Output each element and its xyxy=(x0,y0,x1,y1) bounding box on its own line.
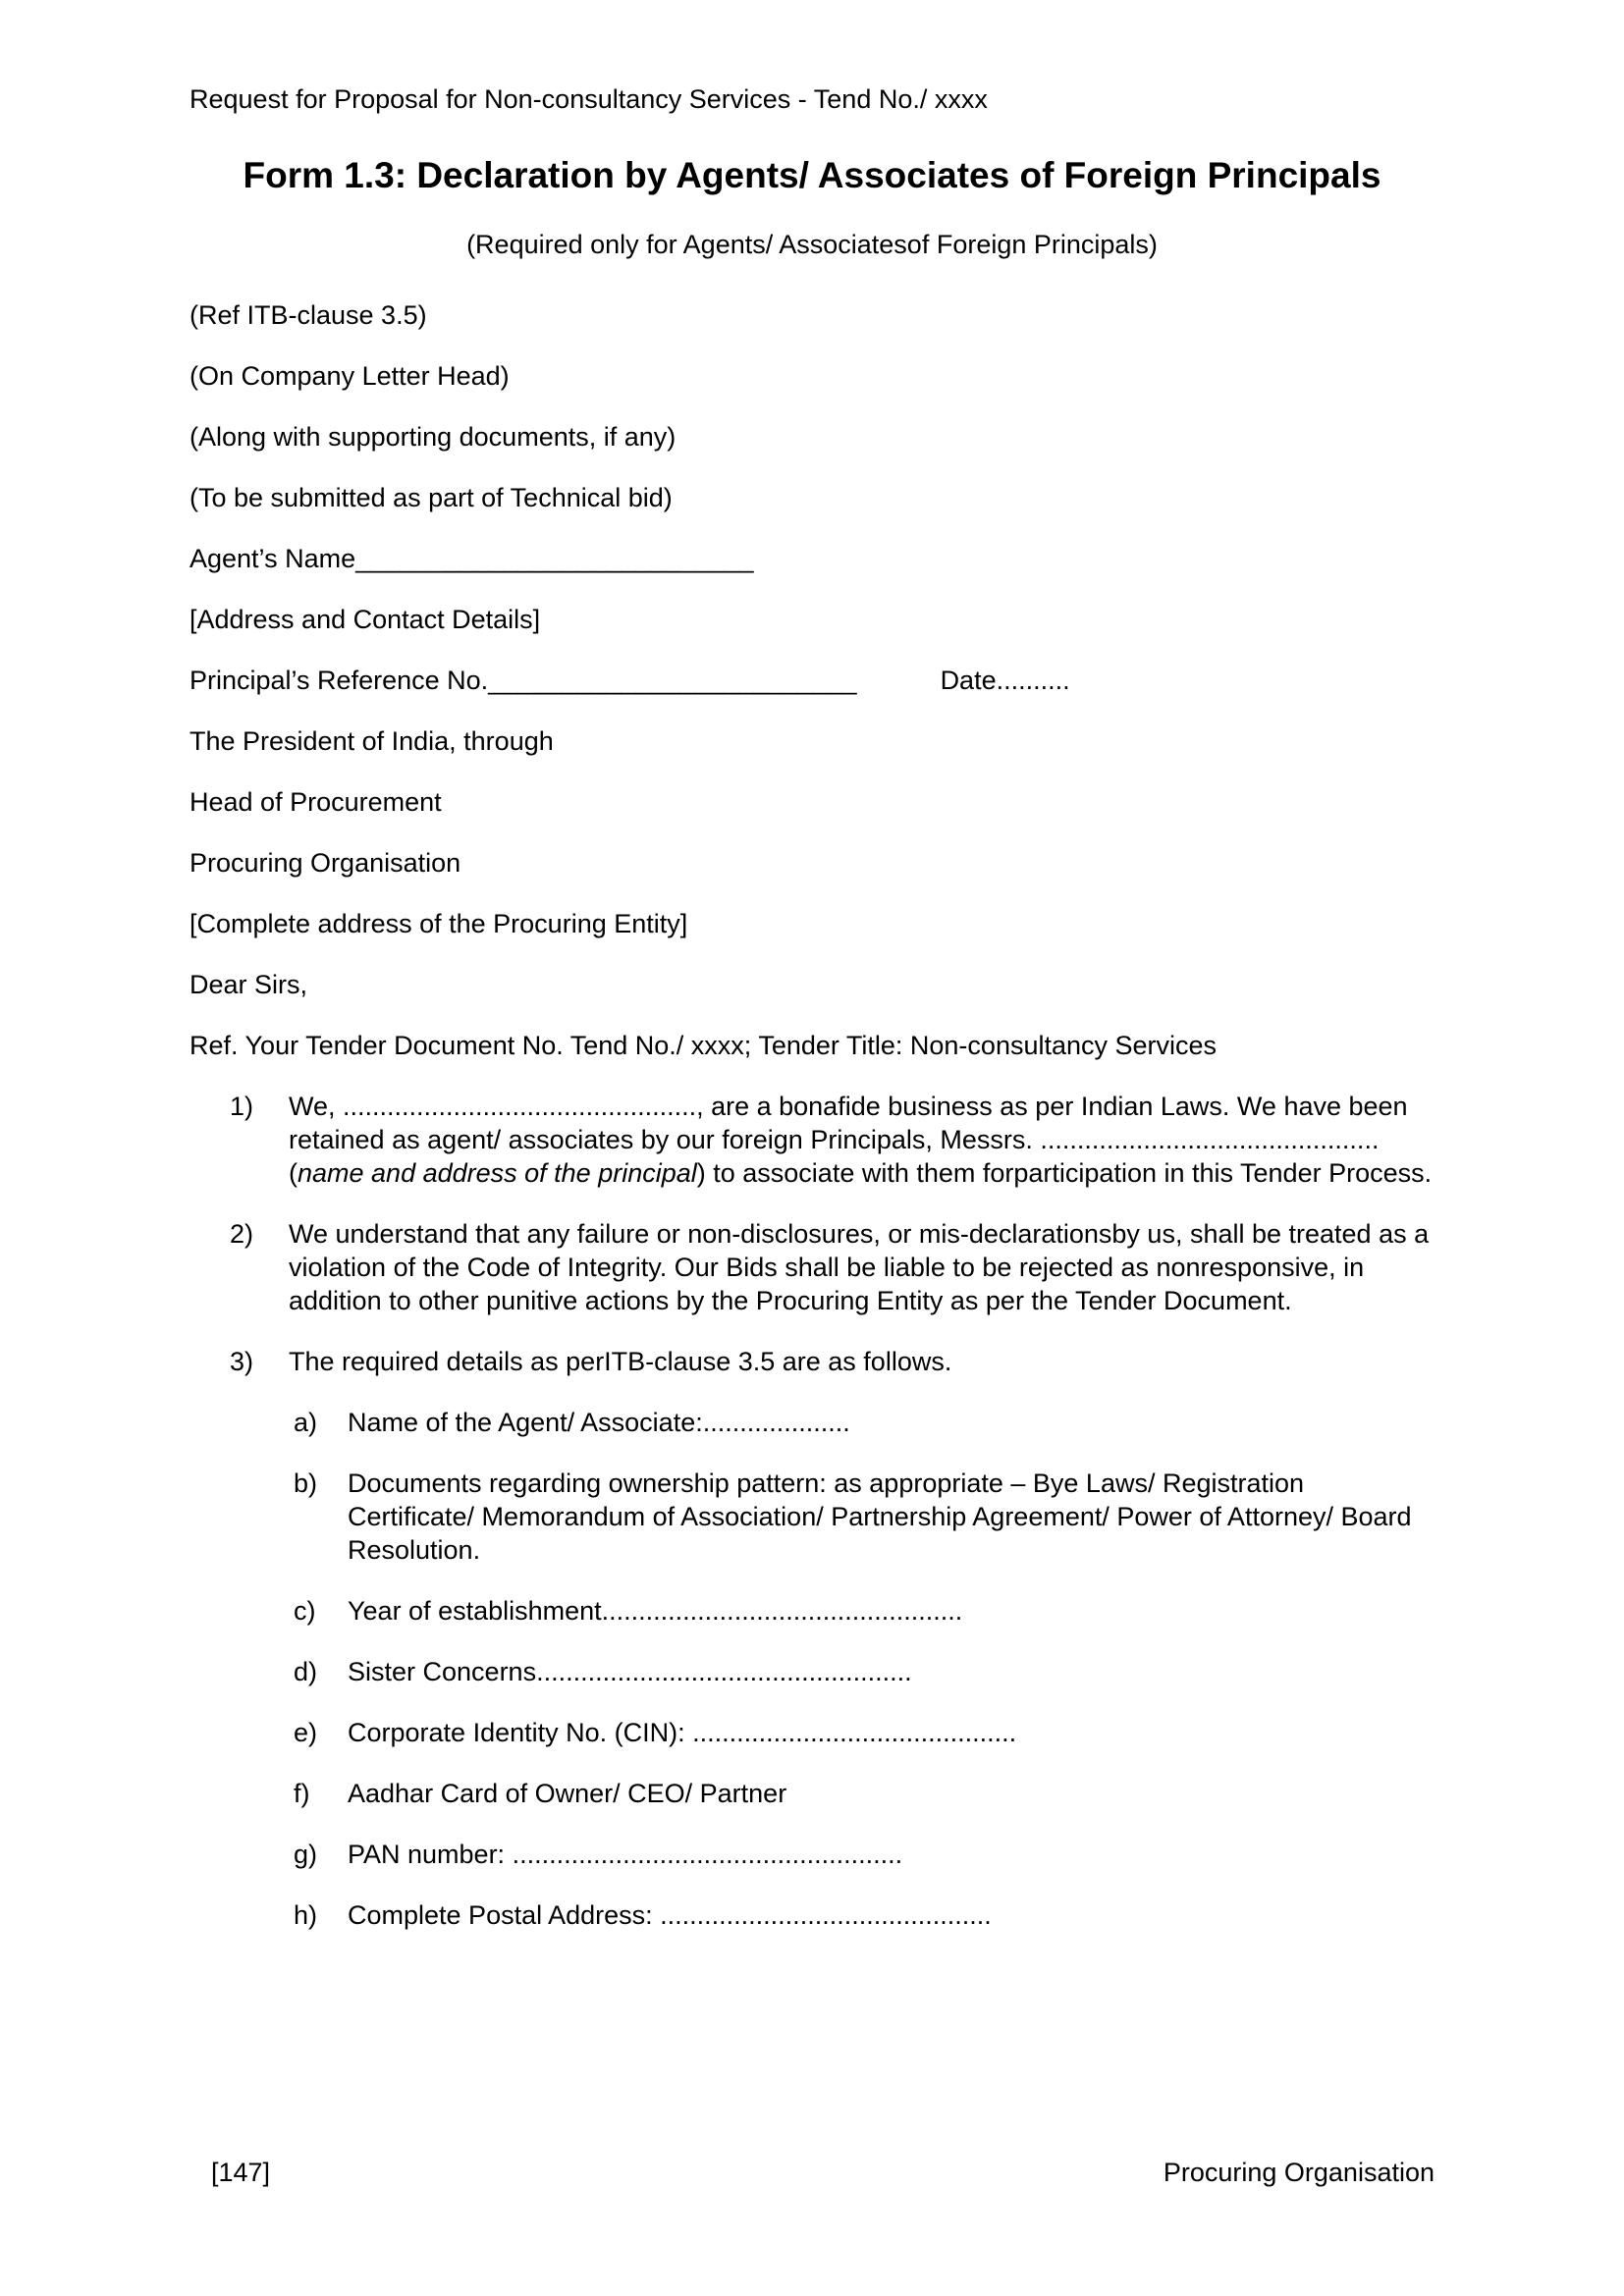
para-head-procurement: Head of Procurement xyxy=(189,787,442,817)
sublist-item xyxy=(189,1777,1435,1810)
form-subtitle: (Required only for Agents/ Associatesof Foreign Principals) xyxy=(466,230,1158,259)
page-number: [147] xyxy=(211,2158,271,2187)
list-item xyxy=(189,1345,1435,1378)
list-item-text: We understand that any failure or non-disclosures, or mis-declarationsby us, shall be treated as a violation of the Code of Integrity. Our Bids shall be liable to be rejected as nonresponsive, in addition to other punitive actions by the Procuring Entity as per the Tender Document. xyxy=(289,1219,1430,1315)
list-item-text: The required details as perITB-clause 3.5 are as follows. xyxy=(289,1347,952,1376)
form-title: Form 1.3: Declaration by Agents/ Associates of Foreign Principals xyxy=(243,155,1381,195)
sublist-item-text: Complete Postal Address: ............................................. xyxy=(348,1900,992,1930)
list-item-marker: 2) xyxy=(230,1219,254,1249)
sublist-item-marker: e) xyxy=(294,1718,318,1747)
sublist-item-text: Aadhar Card of Owner/ CEO/ Partner xyxy=(348,1779,787,1808)
sublist-item-text: Year of establishment................................................. xyxy=(348,1596,963,1626)
item1-italic-note: name and address of the principal xyxy=(298,1158,697,1188)
sublist-item-marker: d) xyxy=(294,1657,318,1686)
principal-reference-row xyxy=(189,664,1435,697)
page-footer xyxy=(189,2156,1435,2189)
para-address-contact: [Address and Contact Details] xyxy=(189,605,541,634)
required-details-list xyxy=(189,1406,1435,1932)
list-item xyxy=(189,1217,1435,1317)
list-item xyxy=(189,1090,1435,1190)
sublist-item-text: Name of the Agent/ Associate:.................... xyxy=(348,1408,850,1437)
para-letterhead: (On Company Letter Head) xyxy=(189,361,510,391)
declaration-list xyxy=(189,1090,1435,1932)
sublist-item-marker: b) xyxy=(294,1468,318,1498)
sublist-item xyxy=(189,1716,1435,1749)
sublist-item-marker: g) xyxy=(294,1840,318,1869)
sublist-item xyxy=(189,1467,1435,1567)
para-procuring-address: [Complete address of the Procuring Entity] xyxy=(189,909,688,938)
sublist-item-text: Corporate Identity No. (CIN): ............................................ xyxy=(348,1718,1017,1747)
sublist-item xyxy=(189,1406,1435,1439)
sublist-item-marker: f) xyxy=(294,1779,310,1808)
para-ref-itb: (Ref ITB-clause 3.5) xyxy=(189,300,427,330)
para-technical-bid: (To be submitted as part of Technical bid) xyxy=(189,483,673,512)
para-procuring-org: Procuring Organisation xyxy=(189,848,461,878)
sublist-item-marker: c) xyxy=(294,1596,316,1626)
sublist-item-marker: a) xyxy=(294,1408,318,1437)
sublist-item-text: Documents regarding ownership pattern: as appropriate – Bye Laws/ Registration Certificate/ Memorandum of Association/ Partnership Agreement/ Power of Attorney/ Board Resolution. xyxy=(348,1468,1412,1565)
para-president: The President of India, through xyxy=(189,726,554,756)
sublist-item xyxy=(189,1594,1435,1628)
sublist-item xyxy=(189,1898,1435,1932)
list-item-marker: 3) xyxy=(230,1347,254,1376)
sublist-item xyxy=(189,1655,1435,1688)
doc-header: Request for Proposal for Non-consultancy Services - Tend No./ xxxx xyxy=(189,84,988,114)
item1-text-after: ) to associate with them forparticipation in this Tender Process. xyxy=(696,1158,1433,1188)
list-item-text xyxy=(289,1090,1435,1190)
sublist-item-text: PAN number: ..................................................... xyxy=(348,1840,903,1869)
para-agent-name: Agent’s Name___________________________ xyxy=(189,544,754,573)
principal-reference-label: Principal’s Reference No._________________________ xyxy=(189,666,857,695)
item1-text-before: We, ................................................, are a bonafide business as per Indian Laws. We have been retained as agent/ associates by our foreign Principals, Messrs. .............................................. ( xyxy=(289,1092,1408,1188)
para-supporting-docs: (Along with supporting documents, if any) xyxy=(189,422,677,452)
footer-org-label: Procuring Organisation xyxy=(1163,2158,1435,2187)
date-label: Date.......... xyxy=(940,666,1070,695)
para-salutation: Dear Sirs, xyxy=(189,970,308,999)
sublist-item-marker: h) xyxy=(294,1900,318,1930)
doc-body xyxy=(189,153,1435,1959)
list-item-marker: 1) xyxy=(230,1092,254,1121)
sublist-item-text: Sister Concerns................................................... xyxy=(348,1657,912,1686)
sublist-item xyxy=(189,1838,1435,1871)
para-tender-ref: Ref. Your Tender Document No. Tend No./ xxxx; Tender Title: Non-consultancy Services xyxy=(189,1031,1218,1060)
